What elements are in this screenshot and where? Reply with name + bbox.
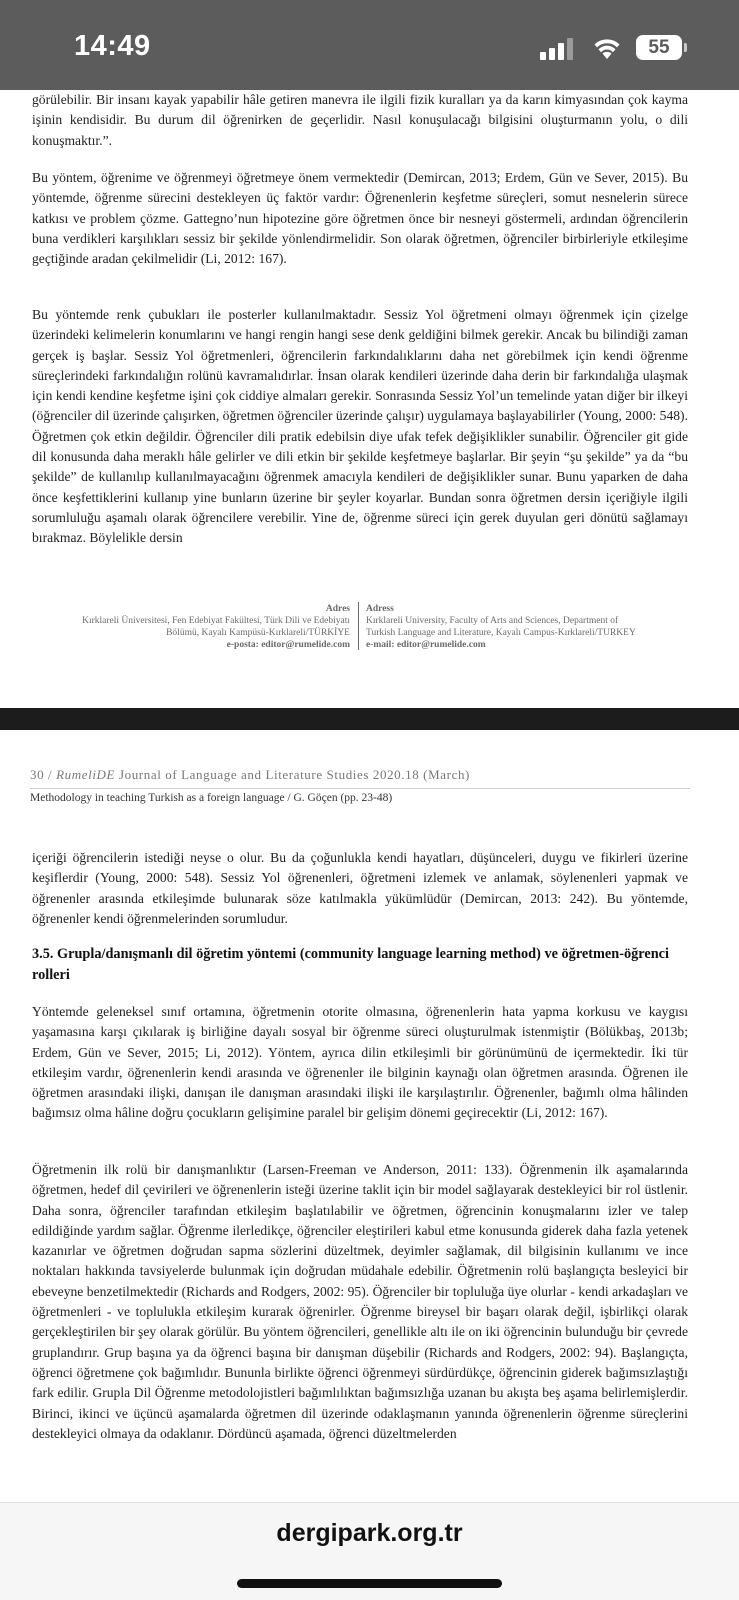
status-bar	[0, 0, 739, 90]
address-title: Adress	[366, 604, 394, 614]
section-heading: 3.5. Grupla/danışmanlı dil öğretim yöntemi (community language learning method) ve öğretmen-öğrenci rolleri	[32, 946, 669, 983]
paragraph: görülebilir. Bir insanı kayak yapabilir hâle getiren manevra ile ilgili fizik kuralları ya da karın kimyasından çok kayma işinin kendisidir. Bu durum dil öğrenirken de geçerlidir. Nasıl konuşulacağı bilgisini oluşturmanın yolu, o dili konuşmaktır.”.	[32, 92, 688, 148]
battery-level: 55	[648, 36, 670, 58]
article-reference: Methodology in teaching Turkish as a foreign language / G. Göçen (pp. 23-48)	[30, 792, 393, 804]
document-page-30	[0, 730, 739, 1502]
battery-tip	[684, 43, 687, 52]
paragraph: Bu yöntem, öğrenime ve öğrenmeyi öğretmeye önem vermektedir (Demircan, 2013; Erdem, Gün ve Sever, 2015). Bu yöntemde, öğrenme sürecini destekleyen üç faktör vardır: Öğrenenlerin keşfetme süreçleri, somut nesnelerin sürece katkısı ve problem çözme. Gattegno’nun hipotezine göre öğretmen önce bir nesneyi göstermeli, ardından öğrencilerin buna verdikleri karşılıkları sessiz bir şekilde yönlendirmelidir. Son olarak öğretmen, öğrenciler birbirleriyle etkileşime geçtiğinde aradan çekilmelidir (Li, 2012: 167).	[32, 170, 688, 267]
address-line: Bölümü, Kayalı Kampüsü-Kırklareli/TÜRKİYE	[166, 628, 350, 638]
paragraph: içeriği öğrencilerin istediği neyse o olur. Bu da çoğunlukla kendi hayatları, düşünceleri, duygu ve fikirleri üzerine keşiflerdir (Young, 2000: 548). Sessiz Yol öğrenenleri, öğretmeni izlemek ve anlamak, söylenenleri yapmak ve öğrenenler arasında etkileşimde bulunarak söze katılmakla yükümlüdür (Demircan, 2013: 242). Bu yöntemde, öğrenenler kendi öğrenmelerinden sorumludur.	[32, 850, 688, 926]
address-email: e-mail: editor@rumelide.com	[366, 640, 486, 650]
address-divider	[358, 602, 359, 650]
page-separator	[0, 708, 739, 730]
url-text[interactable]: dergipark.org.tr	[276, 1519, 463, 1547]
status-time: 14:49	[74, 30, 151, 62]
battery-icon	[636, 35, 682, 60]
address-english	[366, 603, 696, 651]
paragraph: Öğretmenin ilk rolü bir danışmanlıktır (Larsen-Freeman ve Anderson, 2011: 133). Öğrenmenin ilk aşamalarında öğretmen, hedef dil çevirileri ve öğrenenlerin isteği üzerine taklit için bir model sağlayarak destekleyici bir rol üstlenir. Daha sonra, öğrenciler tarafından etkileşim başlatılabilir ve öğretmen, öğrencinin konuşmalarını izler ve talep edildiğinde yardım sağlar. Öğrenme ilerledikçe, öğrenciler eleştirileri kabul etme konusunda giderek daha fazla yetenek kazanırlar ve öğretmen doğrudan sapma sözlerini düzeltmek, deyimler sağlamak, dil bilgisinin kullanımı ve ince noktaları hakkında tavsiyelerde bulunmak için doğrudan müdahale edebilir. Öğretmenin rolü başlangıçta besleyici bir ebeveyne benzetilmektedir (Richards and Rodgers, 2002: 95). Öğrenciler bir topluluğa üye olurlar - kendi arkadaşları ve öğretmenleri - ve toplulukla etkileşim kurarak öğrenirler. Öğrenme bireysel bir başarı olarak değil, işbirlikçi olarak gerçekleştirilen bir şey olarak görülür. Bu yöntem öğrencileri, genellikle altı ile on iki öğrencinin bulunduğu bir çevrede gruplandırır. Grup başına ya da öğrenci başına bir danışman düşebilir (Richards and Rodgers, 2002: 94). Başlangıçta, öğrenci öğretmene çok bağımlıdır. Bununla birlikte öğrenci öğrenmeyi sürdürdükçe, öğrencinin giderek bağımsızlaştığı fark edilir. Grupla Dil Öğrenme metodolojistleri bağımlılıktan bağımsızlığa uzanan bu akışta beş aşama belirlemişlerdir. Birinci, ikinci ve üçüncü aşamalarda öğretmen dil üzerinde odaklaşmanın yanında öğrenenlerin öğrenme süreçlerini destekleyici olmaya da odaklanır. Dördüncü aşamada, öğrenci düzeltmelerden	[32, 1162, 688, 1441]
paragraph: Yöntemde geleneksel sınıf ortamına, öğretmenin otorite olmasına, öğrenenlerin hata yapma korkusu ve kaygısı yaşamasına karşı çıkılarak iş birliğine dayalı sosyal bir öğrenme süreci oluşturulmak istenmiştir (Bölükbaş, 2013b; Erdem, Gün ve Sever, 2015; Li, 2012). Yöntem, ayrıca dilin etkileşimli bir görünümünü de içermektedir. İki tür etkileşim vardır, öğrenenlerin kendi arasında ve öğrenenler ile bilginin kaynağı olan öğretmen arasında. Öğrenen ile öğretmen arasındaki ilişki, danışan ile danışman arasındaki ilişki ile karşılaştırılır. Öğrenenler, bağımlı olma hâlinden bağımsız olma hâline doğru çocukların gelişimine paralel bir gelişim dönemi geçirecektir (Li, 2012: 167).	[32, 1004, 688, 1121]
address-email: e-posta: editor@rumelide.com	[226, 640, 350, 650]
wifi-icon	[592, 36, 622, 60]
home-indicator[interactable]	[237, 1579, 502, 1588]
header-rule	[30, 788, 690, 789]
cellular-signal-icon	[540, 38, 572, 60]
address-line: Kırklareli Üniversitesi, Fen Edebiyat Fakültesi, Türk Dili ve Edebiyatı	[82, 616, 350, 626]
address-turkish	[30, 603, 350, 651]
address-line: Turkish Language and Literature, Kayalı Campus-Kırklareli/TURKEY	[366, 628, 636, 638]
address-title: Adres	[325, 604, 350, 614]
page-number: 30	[30, 767, 45, 782]
browser-address-bar[interactable]	[0, 1502, 739, 1600]
document-page-29	[0, 90, 739, 708]
running-header: 30 / RumeliDE Journal of Language and Literature Studies 2020.18 (March)	[30, 767, 470, 782]
journal-details: Journal of Language and Literature Studies 2020.18 (March)	[118, 767, 470, 782]
address-line: Kırklareli University, Faculty of Arts and Sciences, Department of	[366, 616, 619, 626]
journal-name: RumeliDE	[56, 767, 116, 782]
paragraph: Bu yöntemde renk çubukları ile posterler kullanılmaktadır. Sessiz Yol öğretmeni olmayı öğrenmek için çizelge üzerindeki kelimelerin konumlarını ve hangi rengin hangi sese denk geldiğini bilmek gerekir. Ancak bu bilindiği zaman gerçek iş başlar. Sessiz Yol öğretmenleri, öğrencilerin farkındalıklarını daha net görebilmek için kendi öğrenme süreçlerindeki farkındalığın rolünü kavramalıdırlar. İnsan olarak kendileri üzerinde daha derin bir farkındalığa ulaşmak için kendi kendine keşfetme işini çok ciddiye almaları gerekir. Sonrasında Sessiz Yol’un temelinde yatan diğer bir ilkeyi (öğrenciler dil üzerinde çalışırken, öğretmen öğrenciler üzerinde çalışır) uygulamaya başlayabilirler (Young, 2000: 548). Öğretmen çok etkin değildir. Öğrenciler dili pratik edebilsin diye ufak tefek değişiklikler sunabilir. Öğrenciler git gide dil konusunda daha meraklı hâle gelirler ve dili etkin bir şekilde keşfetmeye başlarlar. Bir şeyin “şu şekilde” ya da “bu şekilde” de kullanılıp kullanılmayacağını öğrenmek amacıyla kendileri de değişiklikler sunar. Bunu yaparken de daha önce keşfettiklerini kullanıp yine bunların üzerine bir şeyler koyarlar. Bundan sonra öğretmen dersin içeriğiyle ilgili sorumluluğu aşamalı olarak öğrencilere verebilir. Yine de, öğrenme süreci için gerek duyulan geri dönütü sağlamayı bırakmaz. Böylelikle dersin	[32, 307, 688, 546]
